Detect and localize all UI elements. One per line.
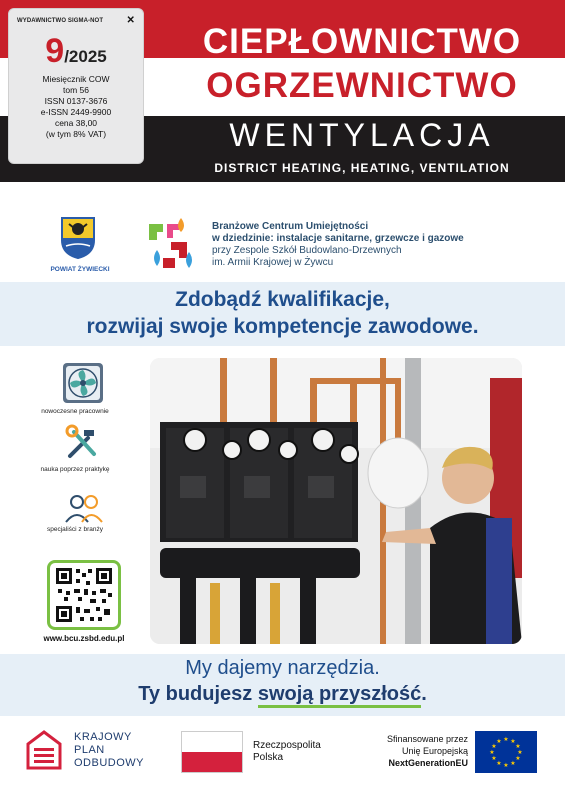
feature-label-workshops: nowoczesne pracownie xyxy=(41,408,109,415)
website-link[interactable]: www.bcu.zsbd.edu.pl xyxy=(43,634,125,643)
bcu-field: w dziedzinie: instalacje sanitarne, grzewcze i gazowe xyxy=(212,233,464,244)
svg-text:★: ★ xyxy=(517,749,523,756)
fan-icon xyxy=(62,362,104,404)
kpo-line: PLAN xyxy=(74,744,105,756)
tagline-line-2 xyxy=(0,683,565,706)
flag-red xyxy=(182,752,242,772)
qr-code[interactable] xyxy=(47,560,121,630)
issue-meta xyxy=(17,74,135,140)
tagline-prefix: Ty budujesz xyxy=(138,683,258,705)
installation-photo xyxy=(150,358,522,644)
svg-text:★: ★ xyxy=(510,760,516,767)
publisher-name: WYDAWNICTWO SIGMA-NOT xyxy=(17,17,104,24)
issue-number-value: 9 xyxy=(45,32,65,70)
republic-text xyxy=(253,740,321,764)
title-line-1: CIEPŁOWNICTWO xyxy=(202,22,522,61)
svg-text:★: ★ xyxy=(491,755,497,762)
county-name: POWIAT ŻYWIECKI xyxy=(50,266,110,273)
tagline-suffix: . xyxy=(421,683,427,705)
svg-text:★: ★ xyxy=(491,743,497,750)
slogan xyxy=(0,286,565,340)
eu-flag-icon xyxy=(475,731,537,773)
issue-meta-line: ISSN 0137-3676 xyxy=(44,96,108,106)
feature-label-practice: nauka poprzez praktykę xyxy=(40,466,110,473)
issue-meta-line: cena 38,00 xyxy=(54,118,98,128)
slogan-line-1: Zdobądź kwalifikacje, xyxy=(175,288,390,311)
republic-line: Rzeczpospolita xyxy=(253,740,321,751)
qr-code-icon xyxy=(50,563,118,627)
bcu-patron: im. Armii Krajowej w Żywcu xyxy=(212,257,334,268)
bcu-logo-icon xyxy=(145,214,201,274)
english-subtitle: DISTRICT HEATING, HEATING, VENTILATION xyxy=(214,161,510,175)
svg-text:★: ★ xyxy=(489,749,495,756)
svg-text:★: ★ xyxy=(510,738,516,745)
svg-text:★: ★ xyxy=(515,743,521,750)
title-line-3: WENTYLACJA xyxy=(229,117,495,153)
tools-icon xyxy=(62,424,104,462)
flag-white xyxy=(182,732,242,752)
issue-meta-line: e-ISSN 2449-9900 xyxy=(40,107,112,117)
county-crest-icon xyxy=(60,216,96,260)
publisher-logo-icon: ✕ xyxy=(126,15,135,26)
kpo-text xyxy=(74,731,144,770)
kpo-logo-icon xyxy=(26,730,62,770)
eu-funding-text xyxy=(350,733,468,769)
bcu-name: Branżowe Centrum Umiejętności xyxy=(212,221,369,232)
issue-meta-line: Miesięcznik COW xyxy=(42,74,110,84)
svg-text:★: ★ xyxy=(503,762,509,769)
eu-line-3: NextGenerationEU xyxy=(388,758,468,768)
issue-info-box xyxy=(8,8,144,164)
issue-year: /2025 xyxy=(64,47,107,66)
svg-text:★: ★ xyxy=(503,736,509,743)
svg-text:★: ★ xyxy=(496,738,502,745)
eu-line-2: Unię Europejską xyxy=(401,746,468,756)
tagline-line-1: My dajemy narzędzia. xyxy=(185,657,380,679)
publisher-line xyxy=(17,15,135,26)
tagline-highlight: swoją przyszłość xyxy=(258,683,421,708)
bcu-description xyxy=(212,221,552,269)
svg-text:★: ★ xyxy=(515,755,521,762)
kpo-line: KRAJOWY xyxy=(74,731,132,743)
slogan-line-2: rozwijaj swoje kompetencje zawodowe. xyxy=(86,315,479,338)
republic-line: Polska xyxy=(253,752,284,763)
kpo-line: ODBUDOWY xyxy=(74,757,144,769)
polish-flag-icon xyxy=(181,731,243,773)
people-icon xyxy=(64,494,104,524)
issue-number xyxy=(17,32,135,71)
title-line-2: OGRZEWNICTWO xyxy=(206,66,518,105)
issue-meta-line: (w tym 8% VAT) xyxy=(45,129,107,139)
feature-label-specialists: specjaliści z branży xyxy=(47,526,103,533)
svg-text:★: ★ xyxy=(496,760,502,767)
issue-meta-line: tom 56 xyxy=(63,85,89,95)
eu-line-1: Sfinansowane przez xyxy=(386,734,468,744)
bcu-school: przy Zespole Szkół Budowlano-Drzewnych xyxy=(212,245,402,256)
